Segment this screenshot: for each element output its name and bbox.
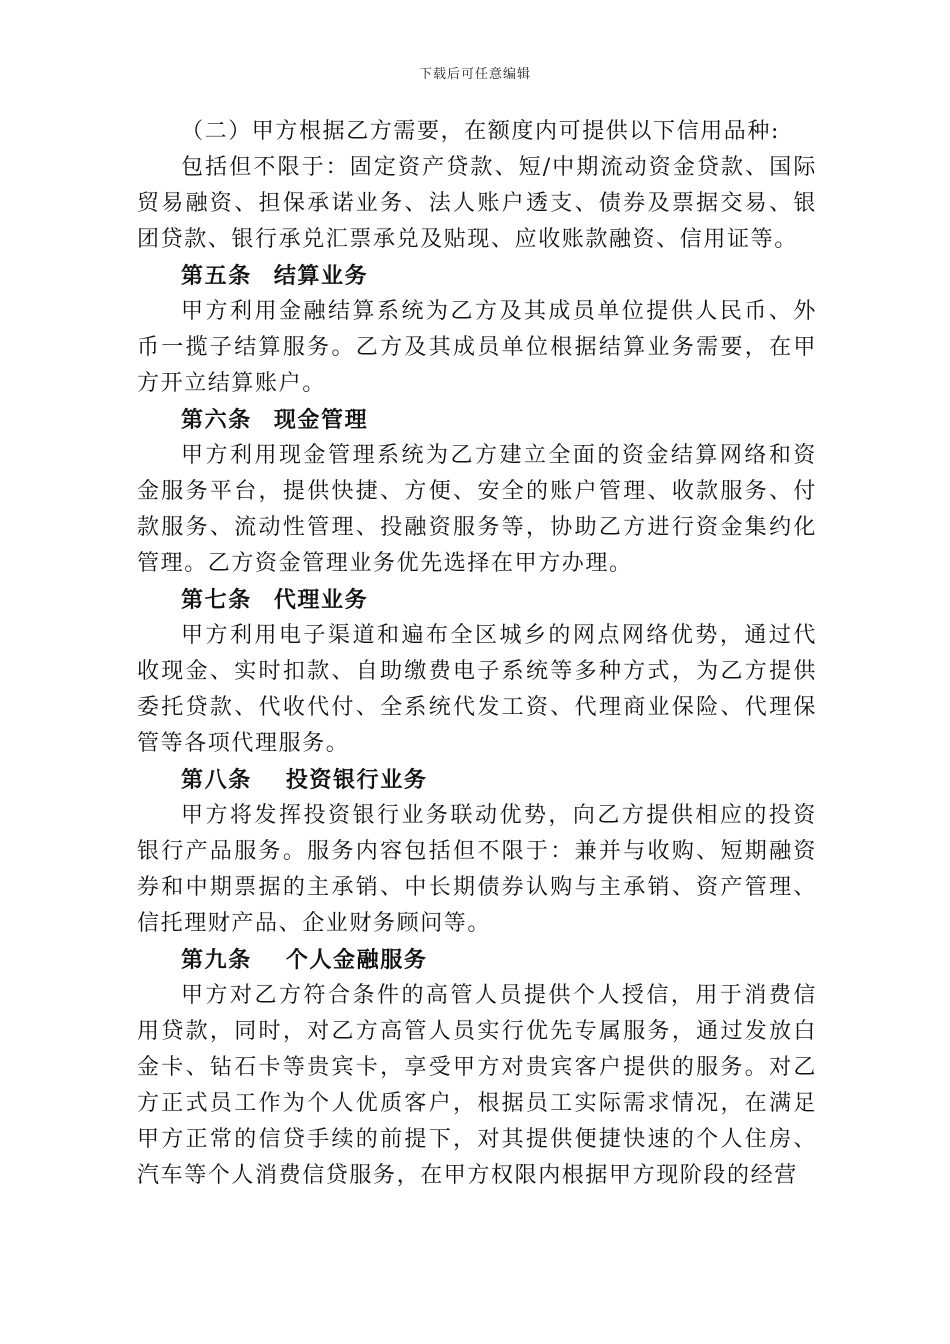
article-7-text: 甲方利用电子渠道和遍布全区城乡的网点网络优势，通过代收现金、实时扣款、自助缴费电子系统等多种方式，为乙方提供委托贷款、代收代付、全系统代发工资、代理商业保险、代理保管等各项代理服务。: [137, 623, 817, 756]
article-9-heading: [137, 942, 817, 978]
article-5-number: 第五条: [181, 263, 252, 289]
article-7-number: 第七条: [181, 587, 252, 613]
article-7-heading: [137, 582, 817, 618]
article-6-number: 第六条: [181, 407, 252, 433]
paragraph-credit-list: 包括但不限于：固定资产贷款、短/中期流动资金贷款、国际贸易融资、担保承诺业务、法人账户透支、债券及票据交易、银团贷款、银行承兑汇票承兑及贴现、应收账款融资、信用证等。: [137, 155, 817, 252]
article-8-number: 第八条: [181, 767, 252, 793]
article-9-number: 第九条: [181, 947, 252, 973]
article-6-title: 现金管理: [273, 407, 369, 433]
article-8-heading: [137, 762, 817, 798]
page-header: 下载后可任意编辑: [418, 67, 531, 82]
article-6-text: 甲方利用现金管理系统为乙方建立全面的资金结算网络和资金服务平台，提供快捷、方便、安全的账户管理、收款服务、付款服务、流动性管理、投融资服务等，协助乙方进行资金集约化管理。乙方资金管理业务优先选择在甲方办理。: [137, 443, 817, 576]
article-9-text: 甲方对乙方符合条件的高管人员提供个人授信，用于消费信用贷款，同时，对乙方高管人员实行优先专属服务，通过发放白金卡、钻石卡等贵宾卡，享受甲方对贵宾客户提供的服务。对乙方正式员工作为个人优质客户，根据员工实际需求情况，在满足甲方正常的信贷手续的前提下，对其提供便捷快速的个人住房、汽车等个人消费信贷服务，在甲方权限内根据甲方现阶段的经营: [137, 983, 817, 1188]
article-8-text: 甲方将发挥投资银行业务联动优势，向乙方提供相应的投资银行产品服务。服务内容包括但不限于：兼并与收购、短期融资券和中期票据的主承销、中长期债券认购与主承销、资产管理、信托理财产品、企业财务顾问等。: [137, 803, 817, 936]
article-6-heading: [137, 402, 817, 438]
document-body: [137, 114, 817, 1194]
article-5-heading: [137, 258, 817, 294]
article-5-text: 甲方利用金融结算系统为乙方及其成员单位提供人民币、外币一揽子结算服务。乙方及其成员单位根据结算业务需要，在甲方开立结算账户。: [137, 299, 817, 396]
article-9-title: 个人金融服务: [285, 947, 428, 973]
article-8-title: 投资银行业务: [285, 767, 428, 793]
paragraph-credit-types: （二）甲方根据乙方需要，在额度内可提供以下信用品种:: [181, 119, 781, 144]
article-7-title: 代理业务: [273, 587, 369, 613]
article-5-title: 结算业务: [273, 263, 369, 289]
